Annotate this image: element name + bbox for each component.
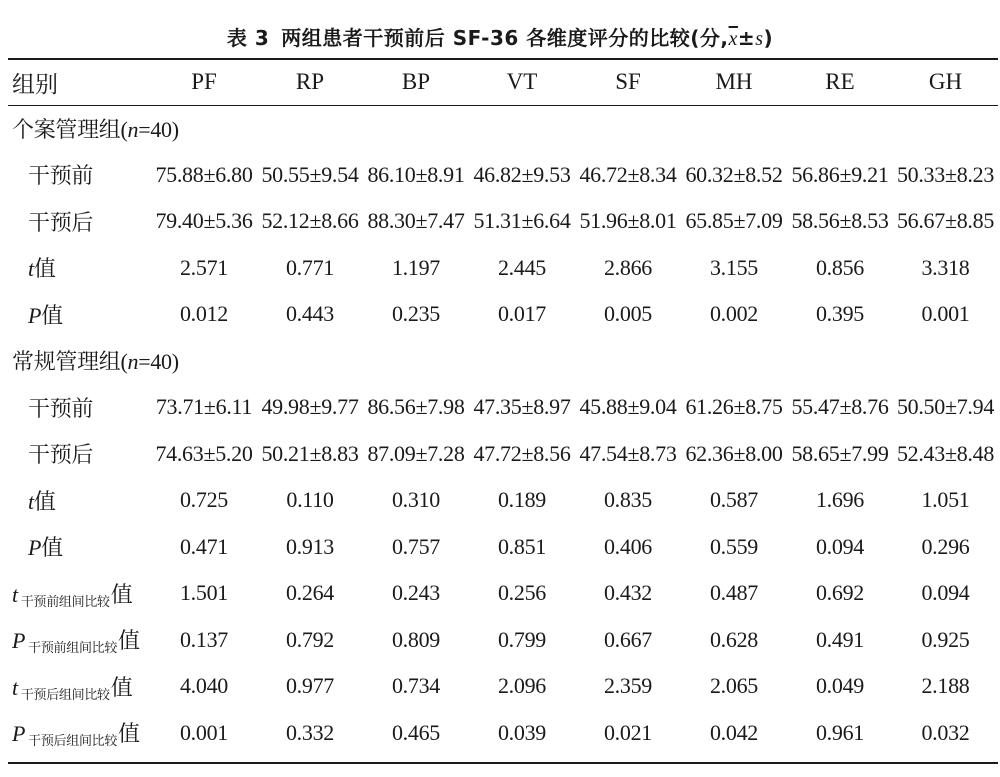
table-cell: 0.094 xyxy=(815,533,864,559)
table-cell: 46.82±9.53 xyxy=(473,161,571,187)
table-row xyxy=(8,291,998,338)
table-cell: 61.26±8.75 xyxy=(685,394,783,420)
table-cell: 0.628 xyxy=(709,626,758,652)
unit-sd-symbol: s xyxy=(755,28,764,50)
unit-prefix: (分, xyxy=(690,26,729,50)
table-cell: 46.72±8.34 xyxy=(579,161,677,187)
row-label xyxy=(8,291,151,338)
table-cell: 2.866 xyxy=(603,254,652,280)
table-cell: 1.696 xyxy=(815,487,864,513)
table-cell: 50.50±7.94 xyxy=(896,394,995,420)
table-cell: 0.189 xyxy=(497,487,546,513)
stat-symbol: P xyxy=(28,535,42,561)
table-cell: 0.137 xyxy=(179,626,228,652)
table-cell: 87.09±7.28 xyxy=(367,440,465,466)
table-number: 表 3 xyxy=(226,26,270,50)
table-cell: 56.86±9.21 xyxy=(791,161,889,187)
table-cell: 0.049 xyxy=(815,673,864,699)
unit-pm: ± xyxy=(737,26,756,50)
table-cell: 2.065 xyxy=(709,673,758,699)
table-row xyxy=(8,198,998,245)
table-cell: 86.10±8.91 xyxy=(367,161,465,187)
table-cell: 0.395 xyxy=(815,301,864,327)
table-cell: 0.264 xyxy=(285,580,334,606)
table-row xyxy=(8,245,998,292)
table-cell: 0.042 xyxy=(709,719,758,745)
stat-symbol: t xyxy=(28,256,34,282)
header-dim-sf: SF xyxy=(615,69,641,94)
header-dim-pf: PF xyxy=(191,69,217,94)
table-cell: 0.443 xyxy=(285,301,334,327)
stat-subscript: 干预前组间比较 xyxy=(20,593,110,609)
header-dim-gh: GH xyxy=(928,69,963,94)
comparison-row xyxy=(8,570,998,617)
table-cell: 0.032 xyxy=(921,719,970,745)
table-cell: 47.72±8.56 xyxy=(473,440,571,466)
stat-symbol: t xyxy=(12,674,18,700)
table-cell: 75.88±6.80 xyxy=(155,161,253,187)
row-label xyxy=(8,570,151,617)
table-cell: 0.471 xyxy=(179,533,228,559)
table-cell: 0.012 xyxy=(179,301,228,327)
table-cell: 79.40±5.36 xyxy=(155,208,253,234)
table-cell: 86.56±7.98 xyxy=(367,394,465,420)
table-cell: 0.771 xyxy=(285,254,334,280)
stat-subscript: 干预后组间比较 xyxy=(20,686,110,702)
stat-subscript: 干预前组间比较 xyxy=(28,640,118,656)
table-cell: 0.491 xyxy=(815,626,864,652)
group-n-value: =40 xyxy=(138,349,172,375)
row-label xyxy=(8,617,151,664)
table-cell: 0.692 xyxy=(815,580,864,606)
table-caption xyxy=(0,22,1000,51)
table-cell: 50.55±9.54 xyxy=(261,161,359,187)
table-row xyxy=(8,477,998,524)
table-cell: 60.32±8.52 xyxy=(685,161,783,187)
table-cell: 0.856 xyxy=(815,254,864,280)
table-cell: 0.021 xyxy=(603,719,652,745)
table-cell: 74.63±5.20 xyxy=(155,440,253,466)
group-row-case-management xyxy=(8,105,998,152)
table-cell: 0.002 xyxy=(709,301,758,327)
table-cell: 0.235 xyxy=(391,301,440,327)
group-name: 个案管理组 xyxy=(12,116,121,142)
table-cell: 2.359 xyxy=(603,673,652,699)
table-cell: 3.318 xyxy=(921,254,970,280)
table-cell: 58.65±7.99 xyxy=(791,440,889,466)
stat-symbol: P xyxy=(28,302,42,328)
table-cell: 0.487 xyxy=(709,580,758,606)
table-cell: 2.188 xyxy=(921,673,970,699)
stat-suffix: 值 xyxy=(41,302,63,328)
table-cell: 0.667 xyxy=(603,626,652,652)
table-title: 两组患者干预前后 SF-36 各维度评分的比较 xyxy=(281,26,691,50)
table-cell: 52.43±8.48 xyxy=(896,440,995,466)
row-label: 干预前 xyxy=(28,163,94,189)
comparison-row xyxy=(8,663,998,710)
table-row xyxy=(8,152,998,199)
table-cell: 50.21±8.83 xyxy=(261,440,359,466)
row-label: 干预后 xyxy=(28,209,94,235)
table-cell: 56.67±8.85 xyxy=(896,208,995,234)
group-name: 常规管理组 xyxy=(12,349,121,375)
table-cell: 45.88±9.04 xyxy=(579,394,677,420)
stat-suffix: 值 xyxy=(33,488,56,514)
table-cell: 0.110 xyxy=(286,487,334,513)
stat-symbol: t xyxy=(28,488,34,514)
group-label: 常规管理组(n=40) xyxy=(12,349,179,375)
header-dim-re: RE xyxy=(825,69,855,94)
unit-suffix: ) xyxy=(763,26,774,50)
header-dim-rp: RP xyxy=(295,69,325,94)
row-label xyxy=(8,524,151,571)
table-cell: 1.051 xyxy=(921,487,970,513)
table-cell: 0.256 xyxy=(497,580,546,606)
group-n-symbol: n xyxy=(127,116,139,142)
table-cell: 55.47±8.76 xyxy=(791,394,889,420)
table-cell: 0.094 xyxy=(921,580,970,606)
table-cell: 2.571 xyxy=(179,254,228,280)
table-cell: 47.35±8.97 xyxy=(473,394,571,420)
row-label xyxy=(8,245,151,292)
table-cell: 50.33±8.23 xyxy=(896,161,995,187)
header-row xyxy=(8,59,998,105)
stat-symbol: P xyxy=(12,721,26,747)
table-cell: 52.12±8.66 xyxy=(261,208,359,234)
table-cell: 2.096 xyxy=(497,673,546,699)
table-cell: 0.799 xyxy=(497,626,546,652)
table-cell: 4.040 xyxy=(179,673,228,699)
table-cell: 0.792 xyxy=(285,626,334,652)
table-cell: 0.587 xyxy=(709,487,758,513)
table-cell: 0.001 xyxy=(921,301,970,327)
table-cell: 0.977 xyxy=(285,673,334,699)
row-label: 干预后 xyxy=(28,442,94,468)
table-cell: 62.36±8.00 xyxy=(685,440,783,466)
stat-suffix: 值 xyxy=(118,721,140,747)
table-unit xyxy=(690,26,773,50)
table-cell: 0.332 xyxy=(285,719,334,745)
table-cell: 3.155 xyxy=(709,254,758,280)
group-label: 个案管理组(n=40) xyxy=(12,116,179,142)
table-cell: 0.243 xyxy=(391,580,440,606)
table-cell: 0.310 xyxy=(391,487,440,513)
table-cell: 0.005 xyxy=(603,301,652,327)
table-cell: 51.96±8.01 xyxy=(579,208,677,234)
table-cell: 0.851 xyxy=(497,533,546,559)
table-cell: 0.465 xyxy=(391,719,440,745)
table-cell: 0.039 xyxy=(497,719,546,745)
table-cell: 73.71±6.11 xyxy=(155,394,253,420)
header-dim-bp: BP xyxy=(401,69,431,94)
group-row-routine-management xyxy=(8,338,998,385)
comparison-row xyxy=(8,617,998,664)
table-row xyxy=(8,524,998,571)
table-cell: 0.734 xyxy=(391,673,440,699)
table-cell: 51.31±6.64 xyxy=(473,208,571,234)
table-cell: 0.757 xyxy=(391,533,440,559)
table-cell: 65.85±7.09 xyxy=(685,208,783,234)
stat-suffix: 值 xyxy=(110,674,133,700)
table-cell: 0.001 xyxy=(179,719,228,745)
table-cell: 0.835 xyxy=(603,487,652,513)
table-cell: 0.913 xyxy=(285,533,334,559)
table-cell: 88.30±7.47 xyxy=(367,208,465,234)
table-cell: 47.54±8.73 xyxy=(579,440,677,466)
row-label xyxy=(8,663,151,710)
table-cell: 0.432 xyxy=(603,580,652,606)
table-cell: 0.961 xyxy=(815,719,864,745)
stat-suffix: 值 xyxy=(110,581,133,607)
bottom-rule xyxy=(8,762,998,764)
table-cell: 2.445 xyxy=(497,254,546,280)
table-cell: 0.925 xyxy=(921,626,970,652)
stat-suffix: 值 xyxy=(41,535,63,561)
stat-subscript: 干预后组间比较 xyxy=(28,733,118,749)
table-cell: 0.559 xyxy=(709,533,758,559)
header-dim-vt: VT xyxy=(506,69,538,94)
unit-mean-symbol: $\overline{x}$ xyxy=(728,28,738,50)
row-label: 干预前 xyxy=(28,395,94,421)
stat-suffix: 值 xyxy=(33,256,56,282)
table-cell: 0.017 xyxy=(497,301,546,327)
row-label xyxy=(8,477,151,524)
table-cell: 0.296 xyxy=(921,533,970,559)
group-n-symbol: n xyxy=(127,349,139,375)
table-cell: 0.406 xyxy=(603,533,652,559)
group-n-value: =40 xyxy=(138,116,172,142)
stat-symbol: P xyxy=(12,628,26,654)
table-row xyxy=(8,384,998,431)
row-label xyxy=(8,710,151,757)
table-row xyxy=(8,431,998,478)
header-group: 组别 xyxy=(12,71,58,97)
sf36-comparison-table xyxy=(8,59,998,756)
table-cell: 49.98±9.77 xyxy=(261,394,359,420)
table-cell: 0.725 xyxy=(179,487,228,513)
table-cell: 0.809 xyxy=(391,626,440,652)
stat-suffix: 值 xyxy=(118,628,140,654)
table-cell: 58.56±8.53 xyxy=(791,208,889,234)
stat-symbol: t xyxy=(12,581,18,607)
table-cell: 1.501 xyxy=(179,580,228,606)
comparison-row xyxy=(8,710,998,757)
table-cell: 1.197 xyxy=(391,254,440,280)
header-dim-mh: MH xyxy=(715,69,753,94)
